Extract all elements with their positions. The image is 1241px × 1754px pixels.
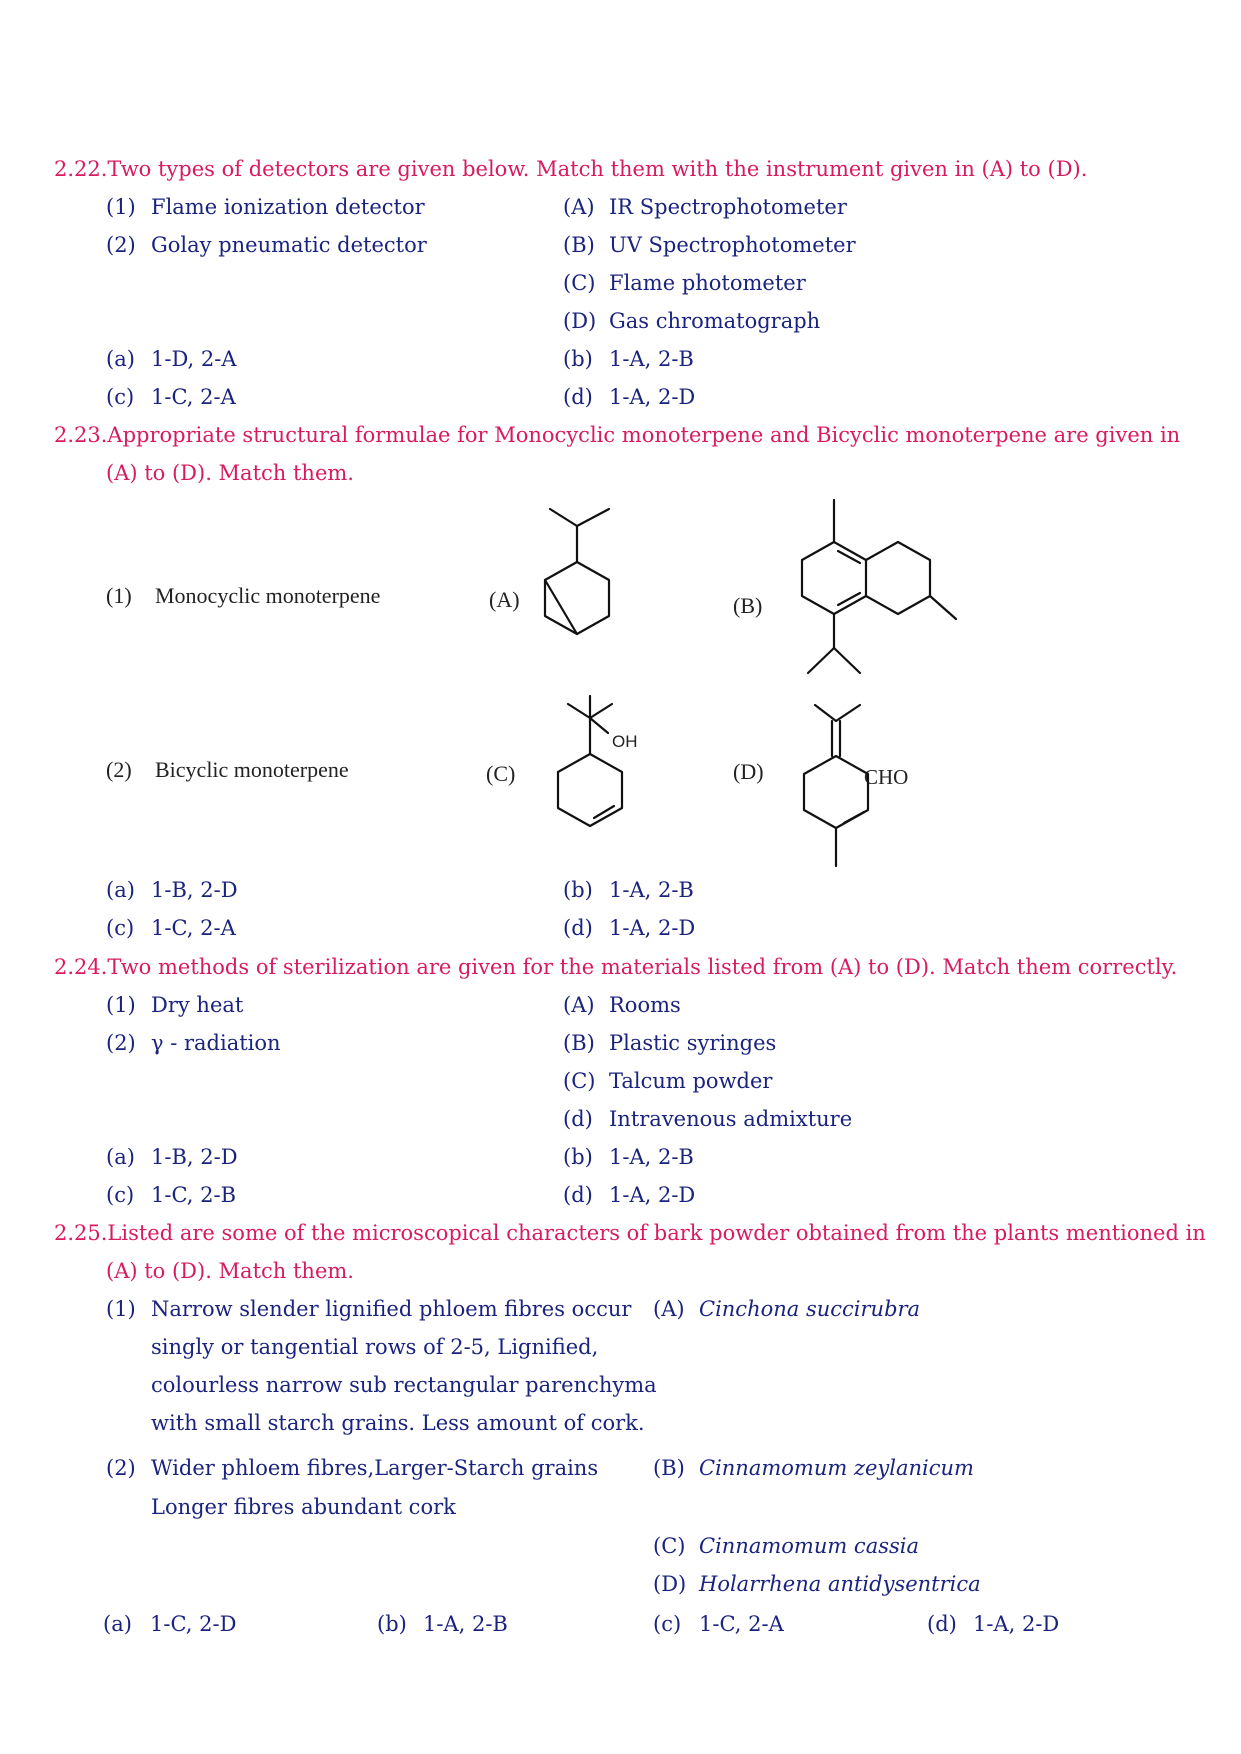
q225-option-a-text: 1-C, 2-D (150, 1612, 237, 1636)
q225-right-D-text: Holarrhena antidysentrica (699, 1572, 981, 1596)
q224-option-a-text: 1-B, 2-D (151, 1145, 238, 1169)
q225-item-2-line-2: Longer fibres abundant cork (151, 1495, 456, 1519)
q224-right-B-text: Plastic syringes (609, 1031, 777, 1055)
structure-A-label: (A) (489, 587, 520, 612)
q225-right-A-key: (A) (653, 1297, 685, 1321)
q223-option-b-key: (b) (563, 878, 593, 902)
q223-option-c-key: (c) (106, 916, 135, 940)
q223-item-1-num: (1) (106, 583, 132, 608)
structure-C-label: (C) (486, 761, 516, 786)
q222-right-B-text: UV Spectrophotometer (609, 233, 856, 257)
q225-right-B-key: (B) (653, 1456, 685, 1480)
q225-stem-line2: (A) to (D). Match them. (106, 1259, 354, 1283)
q224-option-b-text: 1-A, 2-B (609, 1145, 694, 1169)
q224-right-d-key: (d) (563, 1107, 593, 1131)
q222-left-2-num: (2) (106, 233, 136, 257)
q225-right-C-text: Cinnamomum cassia (699, 1534, 920, 1558)
q222-right-B-key: (B) (563, 233, 595, 257)
q224-option-d-text: 1-A, 2-D (609, 1183, 696, 1207)
q225-option-b-key: (b) (377, 1612, 407, 1636)
q224-right-A-text: Rooms (609, 993, 681, 1017)
q225-item-1-num: (1) (106, 1297, 136, 1321)
structure-C-drawing (558, 696, 622, 826)
q225-stem-line1: 2.25.Listed are some of the microscopical characters of bark powder obtained from the plants mentioned in (54, 1221, 1206, 1245)
q224-right-B-key: (B) (563, 1031, 595, 1055)
cho-label: CHO (864, 765, 909, 789)
q225-option-d-text: 1-A, 2-D (973, 1612, 1060, 1636)
q222-left-1-num: (1) (106, 195, 136, 219)
q225-item-2-num: (2) (106, 1456, 136, 1480)
q222-option-b-key: (b) (563, 347, 593, 371)
q225-item-1-line-1: Narrow slender lignified phloem fibres occur (151, 1297, 632, 1321)
q225-item-1-line-3: colourless narrow sub rectangular parenchyma (151, 1373, 657, 1397)
q224-right-C-text: Talcum powder (609, 1069, 773, 1093)
q223-stem-line2: (A) to (D). Match them. (106, 461, 354, 485)
q225-item-2-line-1: Wider phloem fibres,Larger-Starch grains (151, 1456, 599, 1480)
oh-label: OH (612, 732, 638, 751)
q225-option-d-key: (d) (927, 1612, 957, 1636)
q222-right-A-key: (A) (563, 195, 595, 219)
q222-stem: 2.22.Two types of detectors are given below. Match them with the instrument given in (A) to (D). (54, 157, 1088, 181)
q222-right-C-key: (C) (563, 271, 596, 295)
structure-D-drawing (804, 705, 868, 866)
q224-option-b-key: (b) (563, 1145, 593, 1169)
q222-right-D-key: (D) (563, 309, 597, 333)
q222-left-2-text: Golay pneumatic detector (151, 233, 427, 257)
q223-item-2-text: Bicyclic monoterpene (155, 757, 349, 782)
q224-left-1-text: Dry heat (151, 993, 244, 1017)
q225-option-c-text: 1-C, 2-A (699, 1612, 784, 1636)
structure-D-label: (D) (733, 759, 764, 784)
q222-left-1-text: Flame ionization detector (151, 195, 425, 219)
q223-option-c-text: 1-C, 2-A (151, 916, 236, 940)
q225-right-D-key: (D) (653, 1572, 687, 1596)
q223-stem-line1: 2.23.Appropriate structural formulae for Monocyclic monoterpene and Bicyclic monoterpene are given in (54, 423, 1181, 447)
q222-option-c-text: 1-C, 2-A (151, 385, 236, 409)
q223-option-a-text: 1-B, 2-D (151, 878, 238, 902)
q224-option-d-key: (d) (563, 1183, 593, 1207)
q225-right-B-text: Cinnamomum zeylanicum (699, 1456, 974, 1480)
q224-right-A-key: (A) (563, 993, 595, 1017)
q225-right-A-text: Cinchona succirubra (699, 1297, 921, 1321)
q223-option-d-text: 1-A, 2-D (609, 916, 696, 940)
q224-option-c-key: (c) (106, 1183, 135, 1207)
q222-option-b-text: 1-A, 2-B (609, 347, 694, 371)
q222-option-d-text: 1-A, 2-D (609, 385, 696, 409)
q222-option-d-key: (d) (563, 385, 593, 409)
q225-right-C-key: (C) (653, 1534, 686, 1558)
q224-left-2-num: (2) (106, 1031, 136, 1055)
q224-right-C-key: (C) (563, 1069, 596, 1093)
q225-option-a-key: (a) (103, 1612, 132, 1636)
q223-item-2-num: (2) (106, 757, 132, 782)
q223-option-a-key: (a) (106, 878, 135, 902)
q224-left-2-text: γ - radiation (151, 1031, 281, 1055)
q222-right-A-text: IR Spectrophotometer (609, 195, 847, 219)
q222-option-c-key: (c) (106, 385, 135, 409)
q225-option-b-text: 1-A, 2-B (423, 1612, 508, 1636)
q224-left-1-num: (1) (106, 993, 136, 1017)
q223-option-d-key: (d) (563, 916, 593, 940)
q224-option-a-key: (a) (106, 1145, 135, 1169)
q222-right-D-text: Gas chromatograph (609, 309, 821, 333)
q224-right-d-text: Intravenous admixture (609, 1107, 853, 1131)
q224-stem: 2.24.Two methods of sterilization are given for the materials listed from (A) to (D). Match them correctly. (54, 955, 1178, 979)
q223-option-b-text: 1-A, 2-B (609, 878, 694, 902)
q223-item-1-text: Monocyclic monoterpene (155, 583, 381, 608)
structure-B-drawing (802, 500, 956, 673)
q222-option-a-text: 1-D, 2-A (151, 347, 237, 371)
q222-right-C-text: Flame photometer (609, 271, 806, 295)
q224-option-c-text: 1-C, 2-B (151, 1183, 237, 1207)
q225-item-1-line-4: with small starch grains. Less amount of cork. (151, 1411, 645, 1435)
structure-A-drawing (545, 509, 609, 634)
q225-item-1-line-2: singly or tangential rows of 2-5, Lignified, (151, 1335, 599, 1359)
q225-option-c-key: (c) (653, 1612, 682, 1636)
q222-option-a-key: (a) (106, 347, 135, 371)
structure-B-label: (B) (733, 593, 763, 618)
